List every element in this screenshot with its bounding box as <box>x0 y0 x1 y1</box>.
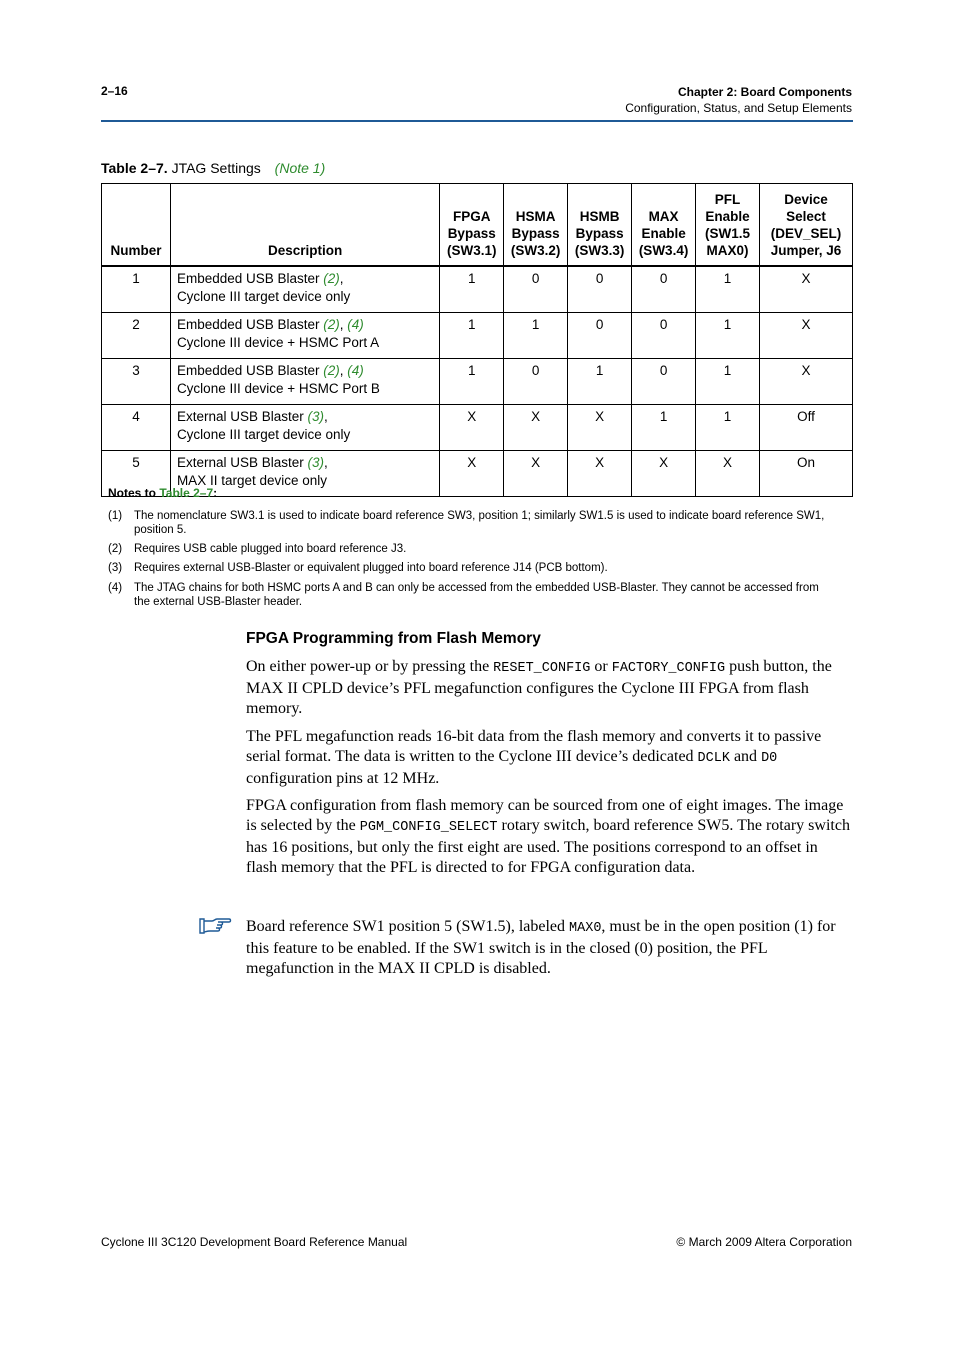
table-caption-title: JTAG Settings <box>171 160 261 176</box>
cell-hsma-bypass: 0 <box>504 266 568 313</box>
cell-max-enable: 0 <box>632 266 696 313</box>
running-header <box>625 84 852 116</box>
cell-number: 1 <box>102 266 171 313</box>
cell-description: External USB Blaster (3), MAX II target device only <box>170 451 439 497</box>
cell-max-enable: X <box>632 451 696 497</box>
cell-fpga-bypass: 1 <box>440 359 504 405</box>
cell-fpga-bypass: 1 <box>440 266 504 313</box>
note-item: (3) Requires external USB-Blaster or equivalent plugged into board reference J14 (PCB bottom). <box>108 562 608 574</box>
cell-pfl-enable: 1 <box>696 313 760 359</box>
cell-description: Embedded USB Blaster (2), Cyclone III target device only <box>170 266 439 313</box>
col-description: Description <box>170 184 439 267</box>
paragraph-note: Board reference SW1 position 5 (SW1.5), labeled MAX0, must be in the open position (1) for this feature to be enabled. If the SW1 switch is in the closed (0) position, the PFL megafunction in the MAX II CPLD is disabled. <box>246 918 836 977</box>
cell-hsma-bypass: 0 <box>504 359 568 405</box>
col-max-enable: MAX Enable (SW3.4) <box>632 184 696 267</box>
cell-max-enable: 0 <box>632 359 696 405</box>
cell-pfl-enable: X <box>696 451 760 497</box>
paragraph-pfl-data: The PFL megafunction reads 16-bit data from the flash memory and converts it to passive serial format. The data is written to the Cyclone III device’s dedicated DCLK and D0 configuration pins at 12 MHz. <box>246 728 822 787</box>
cell-number: 4 <box>102 405 171 451</box>
table-header-row <box>102 184 853 267</box>
section-heading: FPGA Programming from Flash Memory <box>246 630 541 647</box>
cell-hsma-bypass: X <box>504 405 568 451</box>
cell-hsma-bypass: X <box>504 451 568 497</box>
note-ref-link[interactable]: (2) <box>323 363 340 378</box>
table-ref-link[interactable]: Table 2–7 <box>159 486 214 500</box>
cell-hsma-bypass: 1 <box>504 313 568 359</box>
cell-fpga-bypass: X <box>440 451 504 497</box>
cell-fpga-bypass: 1 <box>440 313 504 359</box>
pointing-hand-icon <box>198 916 232 936</box>
paragraph-power-up: On either power-up or by pressing the RESET_CONFIG or FACTORY_CONFIG push button, the MAX II CPLD device’s PFL megafunction configures the Cyclone III FPGA from flash memory. <box>246 658 832 717</box>
header-rule <box>101 120 853 122</box>
table-caption-note-link[interactable]: (Note 1) <box>274 160 326 176</box>
cell-device-select: Off <box>759 405 852 451</box>
jtag-settings-table <box>101 183 853 497</box>
cell-description: Embedded USB Blaster (2), (4) Cyclone III device + HSMC Port B <box>170 359 439 405</box>
cell-device-select: X <box>759 266 852 313</box>
note-item: (4) The JTAG chains for both HSMC ports A and B can only be accessed from the embedded USB-Blaster. They cannot be accessed from the external USB-Blaster header. <box>108 582 819 608</box>
note-item: (1) The nomenclature SW3.1 is used to indicate board reference SW3, position 1; similarly SW1.5 is used to indicate board reference SW1, position 5. <box>108 510 825 536</box>
table-caption-label: Table 2–7. <box>101 160 168 176</box>
cell-number: 3 <box>102 359 171 405</box>
note-item: (2) Requires USB cable plugged into board reference J3. <box>108 543 407 555</box>
table-row <box>102 266 853 313</box>
cell-hsmb-bypass: X <box>568 405 632 451</box>
col-number: Number <box>102 184 171 267</box>
section-title: Configuration, Status, and Setup Elements <box>625 101 852 115</box>
table-caption <box>101 160 325 176</box>
chapter-title: Chapter 2: Board Components <box>677 85 852 99</box>
col-device-select: Device Select (DEV_SEL) Jumper, J6 <box>759 184 852 267</box>
table-row <box>102 405 853 451</box>
cell-description: Embedded USB Blaster (2), (4) Cyclone III device + HSMC Port A <box>170 313 439 359</box>
note-ref-link[interactable]: (2) <box>323 271 340 286</box>
cell-hsmb-bypass: 1 <box>568 359 632 405</box>
col-hsma-bypass: HSMA Bypass (SW3.2) <box>504 184 568 267</box>
notes-title: Notes to Table 2–7: <box>108 486 218 500</box>
col-pfl-enable: PFL Enable (SW1.5 MAX0) <box>696 184 760 267</box>
col-fpga-bypass: FPGA Bypass (SW3.1) <box>440 184 504 267</box>
cell-device-select: On <box>759 451 852 497</box>
cell-description: External USB Blaster (3), Cyclone III target device only <box>170 405 439 451</box>
cell-hsmb-bypass: 0 <box>568 266 632 313</box>
note-ref-link[interactable]: (3) <box>307 455 324 470</box>
note-ref-link[interactable]: (2) <box>323 317 340 332</box>
cell-device-select: X <box>759 313 852 359</box>
paragraph-images: FPGA configuration from flash memory can be sourced from one of eight images. The image is selected by the PGM_CONFIG_SELECT rotary switch, board reference SW5. The rotary switch has 16 positions, but only the first eight are used. The positions correspond to an offset in flash memory that the PFL is directed to for FPGA configuration data. <box>246 797 850 876</box>
cell-pfl-enable: 1 <box>696 405 760 451</box>
footer-copyright: © March 2009 Altera Corporation <box>676 1235 852 1249</box>
col-hsmb-bypass: HSMB Bypass (SW3.3) <box>568 184 632 267</box>
cell-hsmb-bypass: 0 <box>568 313 632 359</box>
cell-fpga-bypass: X <box>440 405 504 451</box>
cell-pfl-enable: 1 <box>696 266 760 313</box>
cell-pfl-enable: 1 <box>696 359 760 405</box>
note-ref-link[interactable]: (3) <box>307 409 324 424</box>
cell-max-enable: 1 <box>632 405 696 451</box>
cell-device-select: X <box>759 359 852 405</box>
note-ref-link[interactable]: (4) <box>347 317 364 332</box>
cell-number: 5 <box>102 451 171 497</box>
page-number: 2–16 <box>101 84 128 98</box>
cell-hsmb-bypass: X <box>568 451 632 497</box>
cell-number: 2 <box>102 313 171 359</box>
footer-manual-title: Cyclone III 3C120 Development Board Reference Manual <box>101 1235 408 1249</box>
table-row <box>102 313 853 359</box>
table-row <box>102 359 853 405</box>
note-ref-link[interactable]: (4) <box>347 363 364 378</box>
cell-max-enable: 0 <box>632 313 696 359</box>
